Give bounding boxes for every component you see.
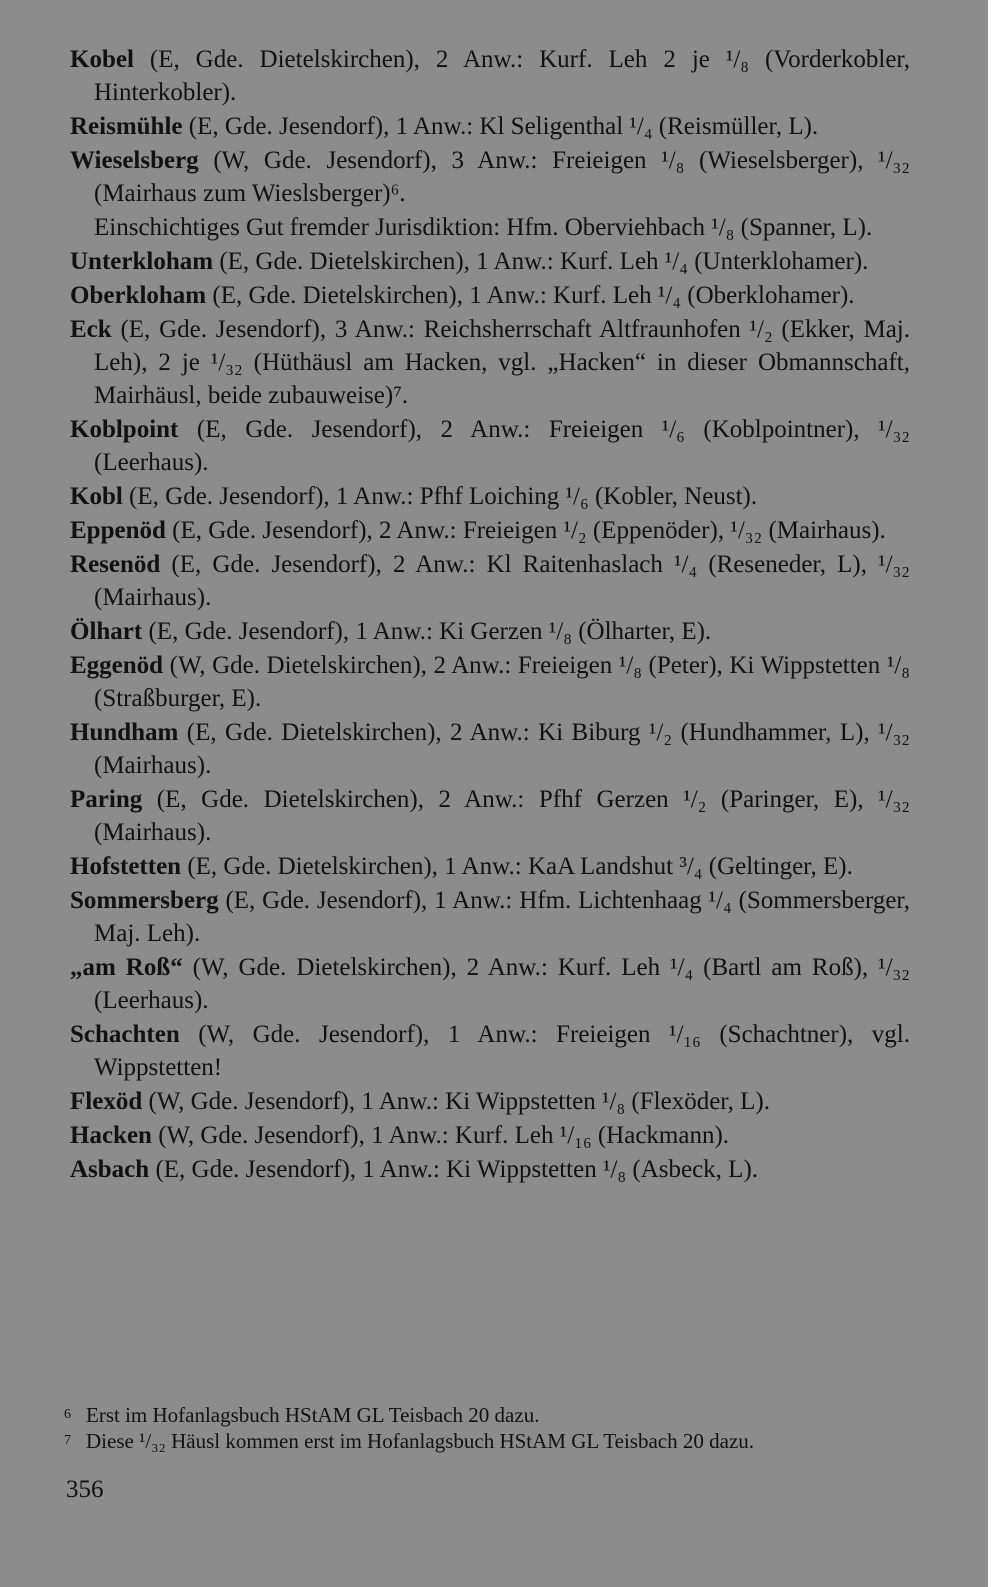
- entry: [70, 110, 910, 143]
- footnotes: [64, 1402, 914, 1454]
- entry: [70, 279, 910, 312]
- entry: [70, 850, 910, 883]
- footnote: [64, 1428, 914, 1454]
- entry-name: Eppenöd: [70, 517, 166, 544]
- entry-text: (E, Gde. Jesendorf), 1 Anw.: Ki Gerzen ¹/₈ (Ölharter, E).: [142, 618, 712, 645]
- entry-text: (E, Gde. Dietelskirchen), 1 Anw.: KaA Landshut ³/₄ (Geltinger, E).: [181, 853, 853, 880]
- entry-text: (E, Gde. Jesendorf), 1 Anw.: Pfhf Loiching ¹/₆ (Kobler, Neust).: [122, 483, 758, 510]
- entry: [70, 144, 910, 210]
- entry-name: Paring: [70, 786, 143, 813]
- entry-text: (E, Gde. Jesendorf), 1 Anw.: Ki Wippstetten ¹/₈ (Asbeck, L).: [149, 1156, 759, 1183]
- entry-name: Hacken: [70, 1122, 152, 1149]
- entry-text: (W, Gde. Jesendorf), 1 Anw.: Freieigen ¹/₁₆ (Schachtner), vgl. Wippstetten!: [94, 1021, 910, 1081]
- entry-text: (E, Gde. Dietelskirchen), 2 Anw.: Kurf. Leh 2 je ¹/₈ (Vorderkobler, Hinterkobler).: [94, 46, 910, 106]
- entry: [70, 413, 910, 479]
- entry-name: Resenöd: [70, 551, 161, 578]
- entry-text: (W, Gde. Jesendorf), 3 Anw.: Freieigen ¹/₈ (Wieselsberger), ¹/₃₂ (Mairhaus zum Wieslsberger)⁶.: [94, 147, 910, 207]
- entry-name: Kobel: [70, 46, 134, 73]
- entry-name: Koblpoint: [70, 416, 179, 443]
- entry: [70, 1085, 910, 1118]
- footnote: [64, 1402, 914, 1428]
- entry-name: Unterkloham: [70, 248, 214, 275]
- entry-name: Oberkloham: [70, 282, 207, 309]
- entry-name: Kobl: [70, 483, 123, 510]
- entry-name: Hofstetten: [70, 853, 182, 880]
- entry-text: (E, Gde. Jesendorf), 1 Anw.: Kl Seligenthal ¹/₄ (Reismüller, L).: [182, 113, 819, 140]
- entry-name: Eck: [70, 316, 112, 343]
- entry: [70, 43, 910, 109]
- entry-text: (W, Gde. Jesendorf), 1 Anw.: Kurf. Leh ¹/₁₆ (Hackmann).: [151, 1122, 730, 1149]
- entry-text: (E, Gde. Dietelskirchen), 2 Anw.: Pfhf Gerzen ¹/₂ (Paringer, E), ¹/₃₂ (Mairhaus).: [94, 786, 910, 846]
- entry-text: (E, Gde. Jesendorf), 2 Anw.: Freieigen ¹/₂ (Eppenöder), ¹/₃₂ (Mairhaus).: [165, 517, 886, 544]
- entry: [70, 884, 910, 950]
- entry: [70, 716, 910, 782]
- entry-name: Reismühle: [70, 113, 183, 140]
- page-number: 356: [66, 1476, 104, 1503]
- entry-text: (E, Gde. Dietelskirchen), 1 Anw.: Kurf. Leh ¹/₄ (Oberklohamer).: [206, 282, 855, 309]
- entry-text: (E, Gde. Jesendorf), 3 Anw.: Reichsherrschaft Altfraunhofen ¹/₂ (Ekker, Maj. Leh), 2 je ¹/₃₂ (Hüthäusl am Hacken, vgl. „Hacken“ in dieser Obmannschaft, Mairhäusl, beide zubauweise)⁷.: [94, 316, 910, 409]
- entry-text: (E, Gde. Jesendorf), 2 Anw.: Kl Raitenhaslach ¹/₄ (Reseneder, L), ¹/₃₂ (Mairhaus).: [94, 551, 910, 611]
- entry: [70, 548, 910, 614]
- entry-text: (E, Gde. Dietelskirchen), 2 Anw.: Ki Biburg ¹/₂ (Hundhammer, L), ¹/₃₂ (Mairhaus).: [94, 719, 910, 779]
- entry: [70, 1018, 910, 1084]
- entry: [70, 951, 910, 1017]
- entry-name: Sommersberg: [70, 887, 219, 914]
- entry-name: Hundham: [70, 719, 179, 746]
- footnote-text: Erst im Hofanlagsbuch HStAM GL Teisbach 20 dazu.: [86, 1403, 540, 1427]
- entry-name: Eggenöd: [70, 652, 164, 679]
- entry-name: Wieselsberg: [70, 147, 199, 174]
- entry-name: Ölhart: [70, 618, 143, 645]
- footnote-mark: 6: [64, 1407, 71, 1422]
- entry-text: (W, Gde. Dietelskirchen), 2 Anw.: Kurf. Leh ¹/₄ (Bartl am Roß), ¹/₃₂ (Leerhaus).: [94, 954, 910, 1014]
- entry: [70, 313, 910, 412]
- entry-text: (E, Gde. Dietelskirchen), 1 Anw.: Kurf. Leh ¹/₄ (Unterklohamer).: [213, 248, 869, 275]
- entry: [70, 1153, 910, 1186]
- entry: [70, 615, 910, 648]
- entry: [70, 245, 910, 278]
- entry: [70, 514, 910, 547]
- entry-text: (E, Gde. Jesendorf), 2 Anw.: Freieigen ¹/₆ (Koblpointner), ¹/₃₂ (Leerhaus).: [94, 416, 910, 476]
- entry-name: Asbach: [70, 1156, 150, 1183]
- entry-subnote: [70, 211, 910, 244]
- entry-text: (W, Gde. Jesendorf), 1 Anw.: Ki Wippstetten ¹/₈ (Flexöder, L).: [142, 1088, 770, 1115]
- entry-text: (W, Gde. Dietelskirchen), 2 Anw.: Freieigen ¹/₈ (Peter), Ki Wippstetten ¹/₈ (Straßburger, E).: [94, 652, 910, 712]
- entry-text: (E, Gde. Jesendorf), 1 Anw.: Hfm. Lichtenhaag ¹/₄ (Sommersberger, Maj. Leh).: [94, 887, 910, 947]
- entry-name: Schachten: [70, 1021, 180, 1048]
- entry-text: Einschichtiges Gut fremder Jurisdiktion: Hfm. Oberviehbach ¹/₈ (Spanner, L).: [94, 214, 873, 241]
- entry-list: [70, 43, 910, 1187]
- entry-name: „am Roß“: [70, 954, 183, 981]
- entry: [70, 783, 910, 849]
- entry: [70, 480, 910, 513]
- entry-name: Flexöd: [70, 1088, 143, 1115]
- footnote-mark: 7: [64, 1433, 71, 1448]
- entry: [70, 649, 910, 715]
- footnote-text: Diese ¹/₃₂ Häusl kommen erst im Hofanlagsbuch HStAM GL Teisbach 20 dazu.: [86, 1429, 755, 1453]
- entry: [70, 1119, 910, 1152]
